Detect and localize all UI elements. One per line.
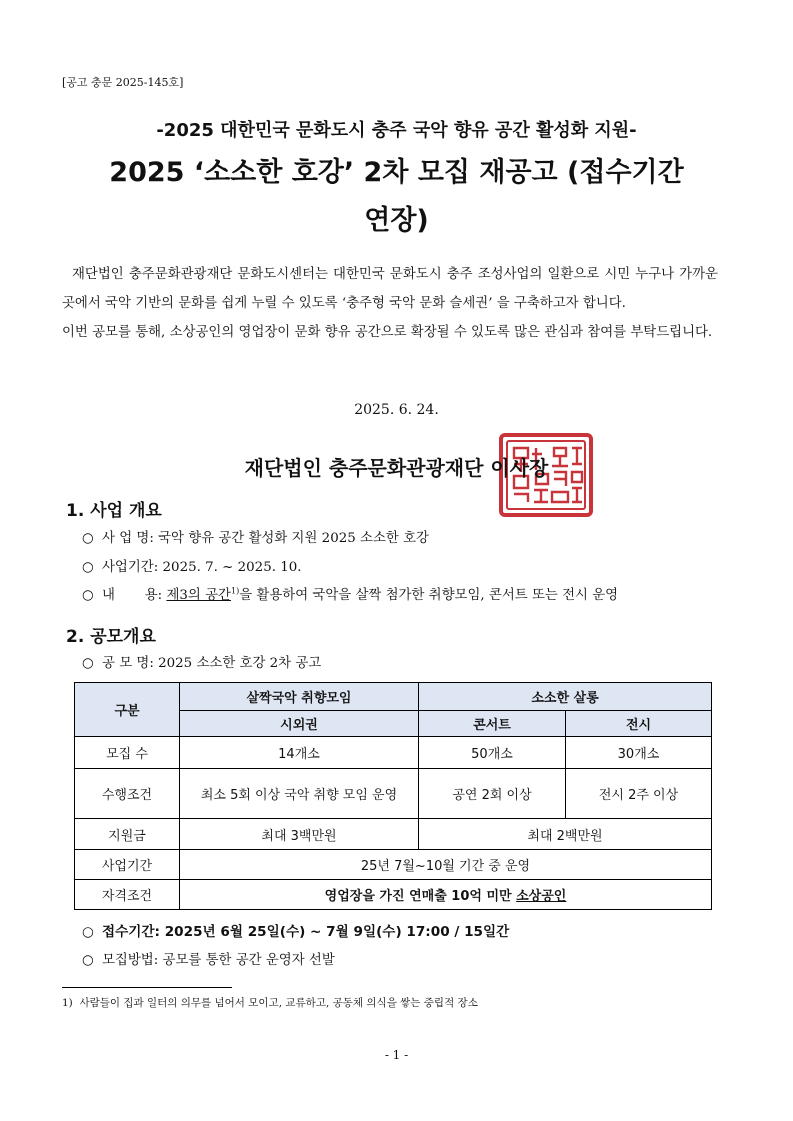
- table-row: 수행조건 최소 5회 이상 국악 취향 모임 운영 공연 2회 이상 전시 2주 이상: [75, 769, 712, 819]
- footnote-ref: 1): [230, 586, 240, 596]
- document-title-line-1: 2025 ‘소소한 호강’ 2차 모집 재공고 (접수기간: [109, 157, 684, 188]
- table-row: 지원금 최대 3백만원 최대 2백만원: [75, 819, 712, 850]
- document-number: [공고 충문 2025-145호]: [62, 76, 184, 89]
- table-row: 사업기간 25년 7월~10월 기간 중 운영: [75, 850, 712, 880]
- document-subtitle: -2025 대한민국 문화도시 충주 국악 향유 공간 활성화 지원-: [156, 120, 637, 141]
- section-1-item-name: ○ 사 업 명: 국악 향유 공간 활성화 지원 2025 소소한 호강: [82, 531, 429, 546]
- table-row: 자격조건 영업장을 가진 연매출 10억 미만 소상공인: [75, 880, 712, 910]
- table-header-group-1: 살짝국악 취향모임: [180, 683, 419, 711]
- section-1-item-period: ○ 사업기간: 2025. 7. ~ 2025. 10.: [82, 560, 302, 575]
- table-header-group-2: 소소한 살롱: [419, 683, 712, 711]
- intro-paragraphs: [62, 260, 718, 347]
- page-number: - 1 -: [384, 1048, 409, 1062]
- table-subheader-1: 시외권: [180, 711, 419, 737]
- table-subheader-3: 전시: [566, 711, 712, 737]
- footnote-divider: [62, 987, 232, 988]
- footnote: 1) 사람들이 집과 일터의 의무를 넘어서 모이고, 교류하고, 공동체 의식을 쌓는 중립적 장소: [62, 997, 478, 1009]
- table-row: 모집 수 14개소 50개소 30개소: [75, 737, 712, 769]
- third-place-term: 제3의 공간: [166, 588, 231, 603]
- section-2-heading: 2. 공모개요: [66, 627, 156, 647]
- section-2-item-receipt-period: ○ 접수기간: 2025년 6월 25일(수) ~ 7월 9일(수) 17:00 / 15일간: [82, 924, 510, 940]
- issuer-name: 재단법인 충주문화관광재단 이사장: [244, 456, 549, 480]
- section-2-item-name: ○ 공 모 명: 2025 소소한 호강 2차 공고: [82, 656, 322, 671]
- intro-paragraph-1: 재단법인 충주문화관광재단 문화도시센터는 대한민국 문화도시 충주 조성사업의 일환으로 시민 누구나 가까운 곳에서 국악 기반의 문화를 쉽게 누릴 수 있도록 ‘충주형 국악 문화 슬세권’ 을 구축하고자 합니다.: [62, 267, 718, 311]
- issue-date: 2025. 6. 24.: [354, 402, 439, 418]
- table-header-category: 구분: [75, 683, 180, 737]
- section-1-heading: 1. 사업 개요: [66, 501, 162, 521]
- section-1-item-content: ○ 내 용: 제3의 공간$^{1)}$을 활용하여 국악을 살짝 첨가한 취향모임, 콘서트 또는 전시 운영: [82, 586, 619, 603]
- table-subheader-2: 콘서트: [419, 711, 566, 737]
- document-title-line-2: 연장): [364, 205, 429, 236]
- recruitment-table: [74, 682, 712, 910]
- intro-paragraph-2: 이번 공모를 통해, 소상공인의 영업장이 문화 향유 공간으로 확장될 수 있도록 많은 관심과 참여를 부탁드립니다.: [62, 325, 713, 340]
- section-2-item-method: ○ 모집방법: 공모를 통한 공간 운영자 선발: [82, 953, 335, 968]
